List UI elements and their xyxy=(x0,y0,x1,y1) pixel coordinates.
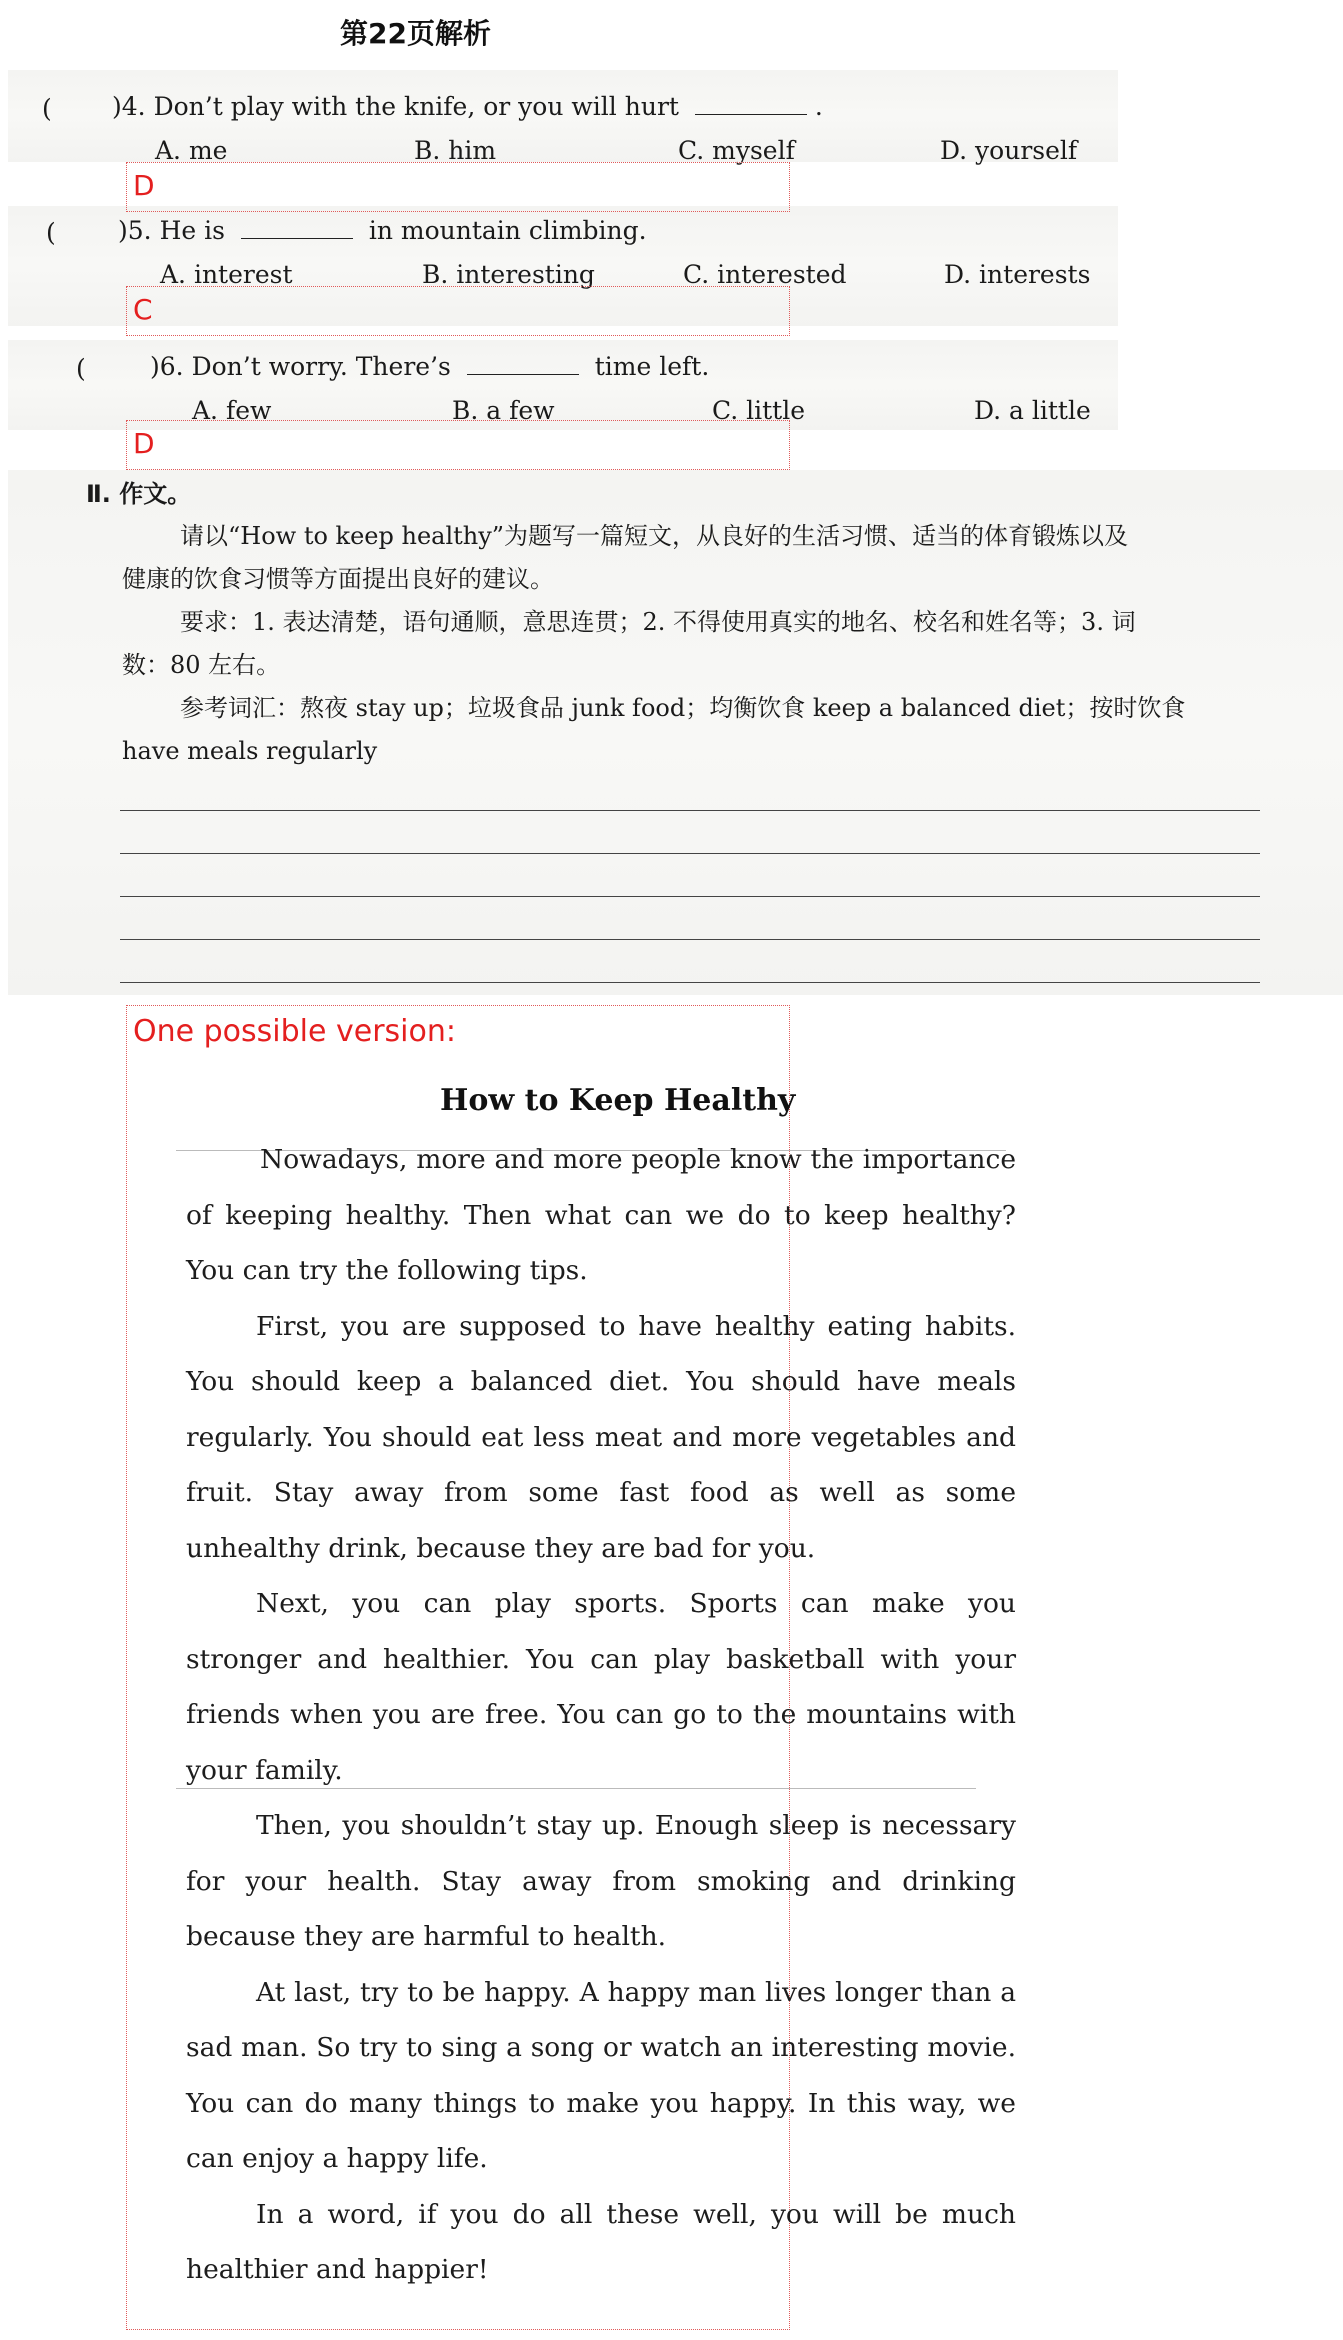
essay-paragraph: At last, try to be happy. A happy man lives longer than a sad man. So try to sing a song or watch an interesting movie. You can do many things to make you happy. In this way, we can enjoy a happy life. xyxy=(186,1976,1016,2174)
option-d: D. yourself xyxy=(940,136,1078,165)
writing-line xyxy=(120,810,1260,811)
vocabulary-line: 参考词汇：熬夜 stay up；垃圾食品 junk food；均衡饮食 keep a balanced diet；按时饮食 xyxy=(180,694,1186,722)
question-paren: ( xyxy=(76,354,86,383)
requirement-line: 数：80 左右。 xyxy=(122,651,281,679)
question-stem: Don’t worry. There’s xyxy=(191,352,451,381)
question-stem-end: time left. xyxy=(594,352,710,381)
option-c: C. little xyxy=(712,396,806,425)
option-a: A. me xyxy=(155,136,228,165)
question-number: )5. xyxy=(118,216,152,245)
answer-blank xyxy=(241,216,353,239)
option-a: A. few xyxy=(192,396,272,425)
writing-line xyxy=(120,853,1260,854)
essay-paragraph: Then, you shouldn’t stay up. Enough sleep is necessary for your health. Stay away from smoking and drinking because they are harmful to health. xyxy=(186,1810,1016,1952)
question-stem-end: in mountain climbing. xyxy=(368,216,647,245)
writing-line xyxy=(120,896,1260,897)
option-c: C. interested xyxy=(683,260,847,289)
option-c: C. myself xyxy=(678,136,795,165)
question-text xyxy=(118,216,647,245)
option-b: B. a few xyxy=(452,396,555,425)
question-text xyxy=(112,92,823,121)
vocabulary-line: have meals regularly xyxy=(122,737,378,765)
question-text xyxy=(150,352,709,381)
essay-paragraph: Nowadays, more and more people know the importance of keeping healthy. Then what can we do to keep healthy? You can try the following tips. xyxy=(186,1144,1016,1286)
question-paren: ( xyxy=(46,218,56,247)
answer-blank xyxy=(467,352,579,375)
writing-line xyxy=(120,939,1260,940)
essay-paragraph: In a word, if you do all these well, you will be much healthier and happier! xyxy=(186,2198,1016,2285)
page-title: 第22页解析 xyxy=(340,17,491,50)
section-heading: Ⅱ. 作文。 xyxy=(86,480,192,508)
writing-line xyxy=(120,982,1260,983)
option-b: B. him xyxy=(414,136,497,165)
requirement-line: 要求：1. 表达清楚，语句通顺，意思连贯；2. 不得使用真实的地名、校名和姓名等；3. 词 xyxy=(180,608,1136,636)
question-number: )6. xyxy=(150,352,184,381)
answer-box xyxy=(126,420,790,470)
option-d: D. interests xyxy=(944,260,1091,289)
option-d: D. a little xyxy=(974,396,1091,425)
question-number: )4. xyxy=(112,92,146,121)
answer-box xyxy=(126,162,790,212)
question-stem-end: . xyxy=(814,92,823,121)
answer-box xyxy=(126,286,790,336)
option-b: B. interesting xyxy=(422,260,595,289)
essay-paragraph: Next, you can play sports. Sports can make you stronger and healthier. You can play basketball with your friends when you are free. You can go to the mountains with your family. xyxy=(186,1588,1016,1786)
option-a: A. interest xyxy=(160,260,293,289)
answer-letter: D xyxy=(133,427,155,460)
answer-blank xyxy=(695,92,807,115)
question-stem: He is xyxy=(159,216,225,245)
answer-letter: D xyxy=(133,169,155,202)
question-paren: ( xyxy=(42,94,52,123)
essay-body xyxy=(186,1132,1016,2298)
answer-letter: C xyxy=(133,293,153,326)
essay-paragraph: First, you are supposed to have healthy eating habits. You should keep a balanced diet. You should have meals regularly. You should eat less meat and more vegetables and fruit. Stay away from some fast food as well as some unhealthy drink, because they are bad for you. xyxy=(186,1310,1016,1564)
question-stem: Don’t play with the knife, or you will hurt xyxy=(153,92,679,121)
essay-title: How to Keep Healthy xyxy=(440,1083,796,1118)
prompt-line: 健康的饮食习惯等方面提出良好的建议。 xyxy=(122,565,554,593)
sample-label: One possible version: xyxy=(133,1014,456,1049)
prompt-line: 请以“How to keep healthy”为题写一篇短文，从良好的生活习惯、适当的体育锻炼以及 xyxy=(180,522,1129,550)
